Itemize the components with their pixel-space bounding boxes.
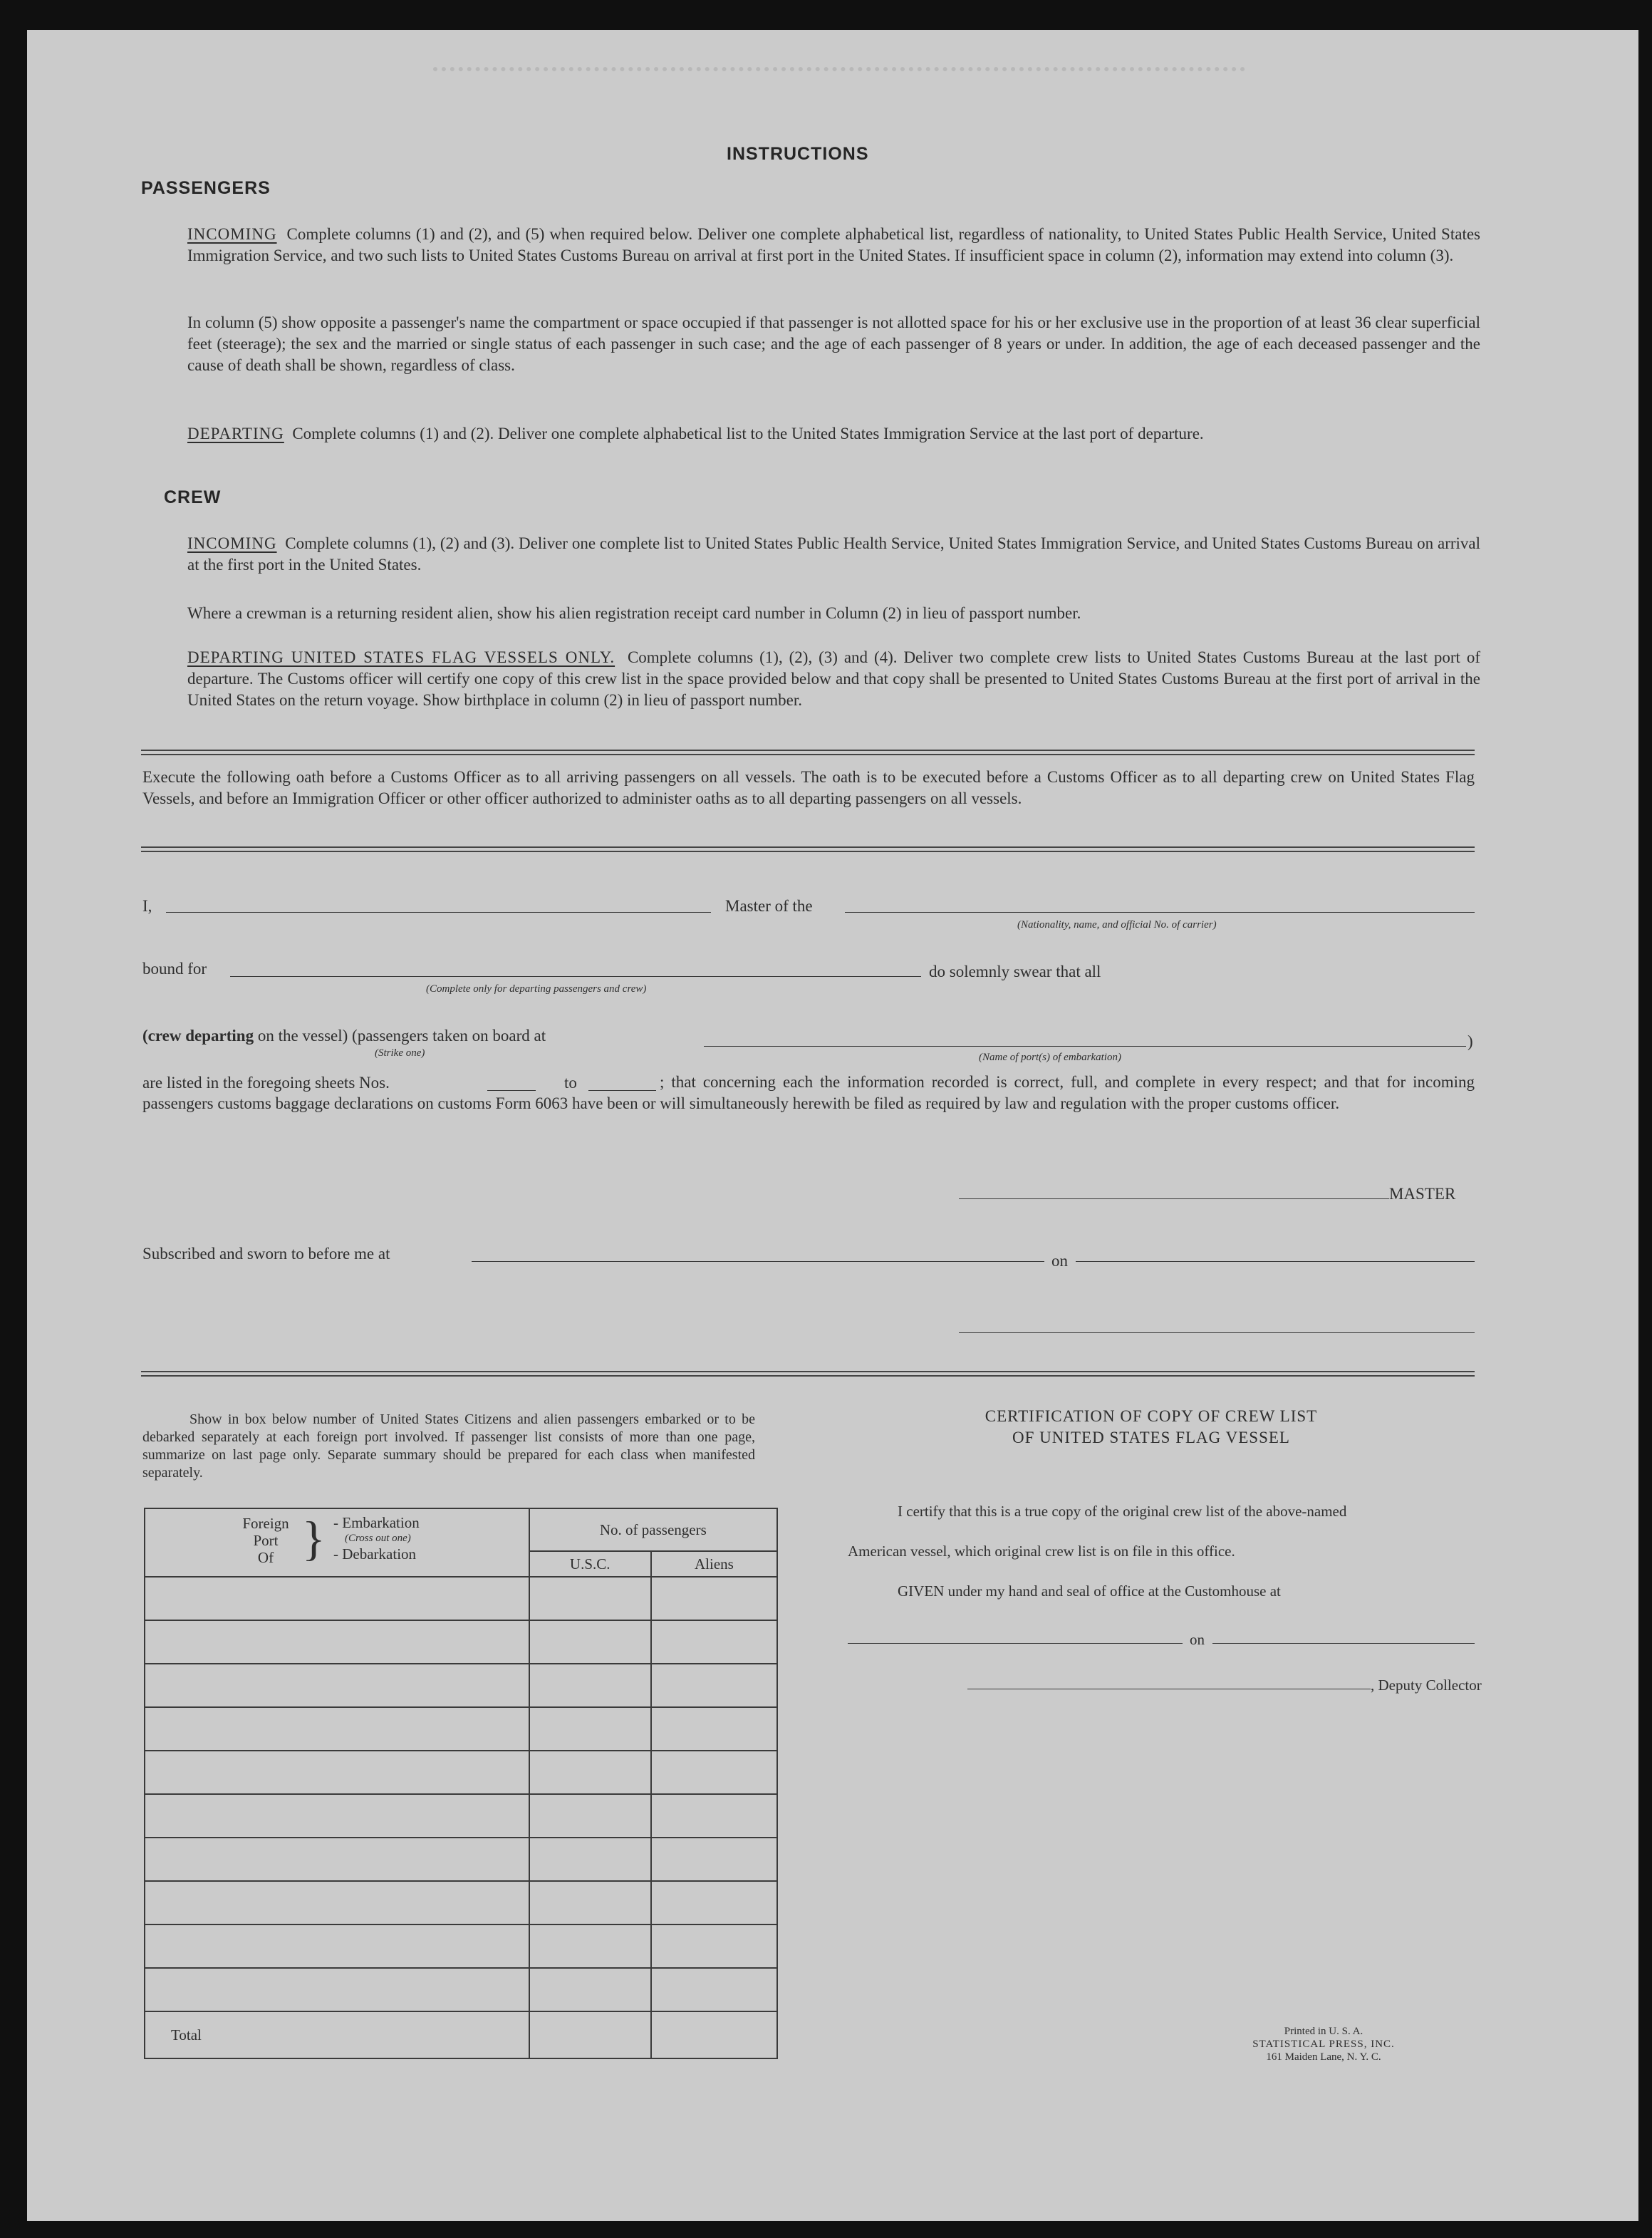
port-cell[interactable] [145, 1577, 529, 1620]
passengers-taken-text: (passengers taken on board at [352, 1027, 546, 1045]
usc-cell[interactable] [529, 1620, 651, 1664]
aliens-cell[interactable] [651, 1664, 777, 1707]
port-cell[interactable] [145, 1751, 529, 1794]
table-row [145, 1924, 777, 1968]
master-label: MASTER [1389, 1185, 1456, 1203]
section-divider [141, 750, 1475, 755]
usc-cell[interactable] [529, 1751, 651, 1794]
port-cell[interactable] [145, 1620, 529, 1664]
aliens-cell[interactable] [651, 1707, 777, 1751]
table-row [145, 1968, 777, 2011]
usc-cell[interactable] [529, 1924, 651, 1968]
table-row [145, 1664, 777, 1707]
section-divider [141, 1371, 1475, 1377]
on-the-vessel-text: on the vessel) [257, 1027, 348, 1045]
crew-passengers-line [142, 1025, 546, 1047]
of-label: Of [257, 1549, 274, 1566]
form-sheet [27, 30, 1638, 2221]
port-cell[interactable] [145, 1924, 529, 1968]
certification-on-label: on [1190, 1631, 1205, 1648]
table-row [145, 1577, 777, 1620]
usc-cell[interactable] [529, 1707, 651, 1751]
no-of-passengers-header: No. of passengers [529, 1508, 777, 1551]
debarkation-label: - Debarkation [333, 1545, 417, 1563]
passenger-summary-table [144, 1508, 778, 2059]
passengers-departing-text: Complete columns (1) and (2). Deliver one complete alphabetical list to the United States Immigration Service at the last port of departure. [292, 425, 1204, 442]
printer-line-2: STATISTICAL PRESS, INC. [1252, 2038, 1395, 2050]
embarkation-ports-field[interactable] [704, 1046, 1466, 1047]
certification-title-1: CERTIFICATION OF COPY OF CREW LIST [985, 1407, 1318, 1425]
section-divider [141, 846, 1475, 852]
aliens-cell[interactable] [651, 1577, 777, 1620]
officer-signature-field[interactable] [959, 1332, 1475, 1333]
usc-cell[interactable] [529, 1968, 651, 2011]
strike-one-caption: (Strike one) [375, 1047, 425, 1059]
crew-departing-text: (crew departing [142, 1027, 254, 1045]
embarkation-label: - Embarkation [333, 1514, 420, 1531]
bound-for-caption: (Complete only for departing passengers and crew) [426, 983, 647, 995]
bound-for-label: bound for [142, 960, 207, 978]
given-text: GIVEN under my hand and seal of office at the Customhouse at [898, 1582, 1281, 1600]
summary-instruction: Show in box below number of United States Citizens and alien passengers embarked or to be debarked separately at each foreign port involved. If passenger list consists of more than one page, summarize on last page only. Separate summary should be prepared for each class when manifested separately. [142, 1411, 755, 1481]
printer-line-3: 161 Maiden Lane, N. Y. C. [1266, 2051, 1381, 2063]
aliens-header: Aliens [651, 1551, 777, 1577]
port-cell[interactable] [145, 1794, 529, 1838]
carrier-caption: (Nationality, name, and official No. of carrier) [1017, 919, 1217, 931]
printer-line-1: Printed in U. S. A. [1284, 2026, 1363, 2037]
aliens-cell[interactable] [651, 1794, 777, 1838]
certify-line-2: American vessel, which original crew list is on file in this office. [848, 1543, 1235, 1560]
crew-departing-text: Complete columns (1), (2), (3) and (4). Deliver two complete crew lists to United States Customs Bureau at the last port of departure. The Customs officer will certify one copy of this crew list in the space provided below and that copy shall be presented to United States Customs Bureau at the first port of arrival in the United States on the return voyage. Show birthplace in column (2) in lieu of passport number. [187, 648, 1481, 709]
passengers-incoming-text: Complete columns (1) and (2), and (5) when required below. Deliver one complete alphabetical list, regardless of nationality, to United States Public Health Service, United States Immigration Service, and two such lists to United States Customs Bureau on arrival at first port in the United States. If insufficient space in column (2), information may extend into column (3). [187, 225, 1480, 264]
usc-cell[interactable] [529, 1794, 651, 1838]
oath-instruction: Execute the following oath before a Customs Officer as to all arriving passengers on all vessels. The oath is to be executed before a Customs Officer as to all departing crew on United States Flag Vessels, and before an Immigration Officer or other officer authorized to administer oaths as to all departing passengers on all vessels. [142, 768, 1475, 807]
crew-incoming-text: Complete columns (1), (2) and (3). Deliver one complete list to United States Public Health Service, United States Immigration Service, and United States Customs Bureau on arrival at the first port in the United States. [187, 534, 1481, 574]
customhouse-field[interactable] [848, 1643, 1183, 1644]
aliens-cell[interactable] [651, 1968, 777, 2011]
printer-imprint [1238, 2025, 1409, 2063]
bound-for-field[interactable] [230, 976, 921, 977]
master-of-the-label: Master of the [725, 897, 813, 915]
crew-incoming-label: INCOMING [187, 534, 277, 552]
crew-heading: CREW [164, 487, 222, 507]
sworn-place-field[interactable] [472, 1261, 1044, 1262]
instructions-title: INSTRUCTIONS [727, 144, 869, 164]
table-row [145, 1838, 777, 1881]
crew-departing-paragraph [187, 647, 1480, 711]
passengers-incoming-label: INCOMING [187, 225, 277, 243]
oath-statement: ; that concerning each the information recorded is correct, full, and complete in every respect; and that for incoming passengers customs baggage declarations on customs Form 6063 have been or will simultaneously herewith be filed as required by law and regulation with the proper customs officer. [142, 1073, 1475, 1112]
aliens-cell[interactable] [651, 1620, 777, 1664]
deputy-collector-label: , Deputy Collector [1371, 1677, 1482, 1694]
certify-line-1: I certify that this is a true copy of the original crew list of the above-named [898, 1503, 1347, 1520]
passengers-incoming-paragraph [187, 224, 1480, 266]
port-cell[interactable] [145, 1838, 529, 1881]
total-label: Total [145, 2011, 529, 2058]
crew-crewman-paragraph: Where a crewman is a returning resident alien, show his alien registration receipt card number in Column (2) in lieu of passport number. [187, 604, 1081, 622]
port-cell[interactable] [145, 1968, 529, 2011]
port-cell[interactable] [145, 1707, 529, 1751]
port-cell[interactable] [145, 1881, 529, 1924]
passengers-departing-label: DEPARTING [187, 425, 284, 442]
aliens-cell[interactable] [651, 1751, 777, 1794]
usc-cell[interactable] [529, 1838, 651, 1881]
foreign-port-header [145, 1508, 529, 1577]
usc-total-cell[interactable] [529, 2011, 651, 2058]
passengers-heading: PASSENGERS [141, 178, 271, 198]
port-cell[interactable] [145, 1664, 529, 1707]
aliens-cell[interactable] [651, 1881, 777, 1924]
cross-out-caption: (Cross out one) [345, 1533, 411, 1544]
foreign-label: Foreign [242, 1515, 289, 1532]
usc-cell[interactable] [529, 1881, 651, 1924]
aliens-total-cell[interactable] [651, 2011, 777, 2058]
ports-caption: (Name of port(s) of embarkation) [979, 1052, 1121, 1063]
bleed-through-text [433, 58, 1245, 80]
subscribed-label: Subscribed and sworn to before me at [142, 1245, 390, 1263]
usc-cell[interactable] [529, 1664, 651, 1707]
sheets-label: are listed in the foregoing sheets Nos. [142, 1074, 390, 1092]
crew-departing-label: DEPARTING UNITED STATES FLAG VESSELS ONLY. [187, 648, 615, 666]
master-signature-field[interactable] [959, 1198, 1389, 1199]
sworn-date-field[interactable] [1076, 1261, 1475, 1262]
table-row [145, 1794, 777, 1838]
passengers-column5-paragraph: In column (5) show opposite a passenger's name the compartment or space occupied if that passenger is not allotted space for his or her exclusive use in the proportion of at least 36 clear superficial feet (steerage); the sex and the married or single status of each passenger in such case; and the age of each passenger of 8 years or under. In addition, the age of each deceased passenger and the cause of death shall be shown, regardless of class. [187, 314, 1480, 374]
sworn-on-label: on [1051, 1252, 1068, 1270]
certification-title-2: OF UNITED STATES FLAG VESSEL [1012, 1429, 1290, 1446]
brace-icon: } [302, 1511, 326, 1565]
table-row [145, 1751, 777, 1794]
usc-header: U.S.C. [529, 1551, 651, 1577]
table-row [145, 1707, 777, 1751]
to-label: to [564, 1074, 577, 1092]
usc-cell[interactable] [529, 1577, 651, 1620]
aliens-cell[interactable] [651, 1838, 777, 1881]
table-row [145, 1881, 777, 1924]
master-name-field[interactable] [166, 912, 711, 913]
close-paren: ) [1467, 1032, 1473, 1050]
certification-date-field[interactable] [1212, 1643, 1475, 1644]
table-row [145, 1620, 777, 1664]
aliens-cell[interactable] [651, 1924, 777, 1968]
swear-text: do solemnly swear that all [929, 963, 1101, 980]
oath-i-label: I, [142, 897, 152, 915]
passengers-departing-paragraph [187, 423, 1480, 445]
port-label: Port [253, 1532, 279, 1549]
carrier-field[interactable] [845, 912, 1475, 913]
crew-incoming-paragraph [187, 533, 1480, 576]
total-row [145, 2011, 777, 2058]
